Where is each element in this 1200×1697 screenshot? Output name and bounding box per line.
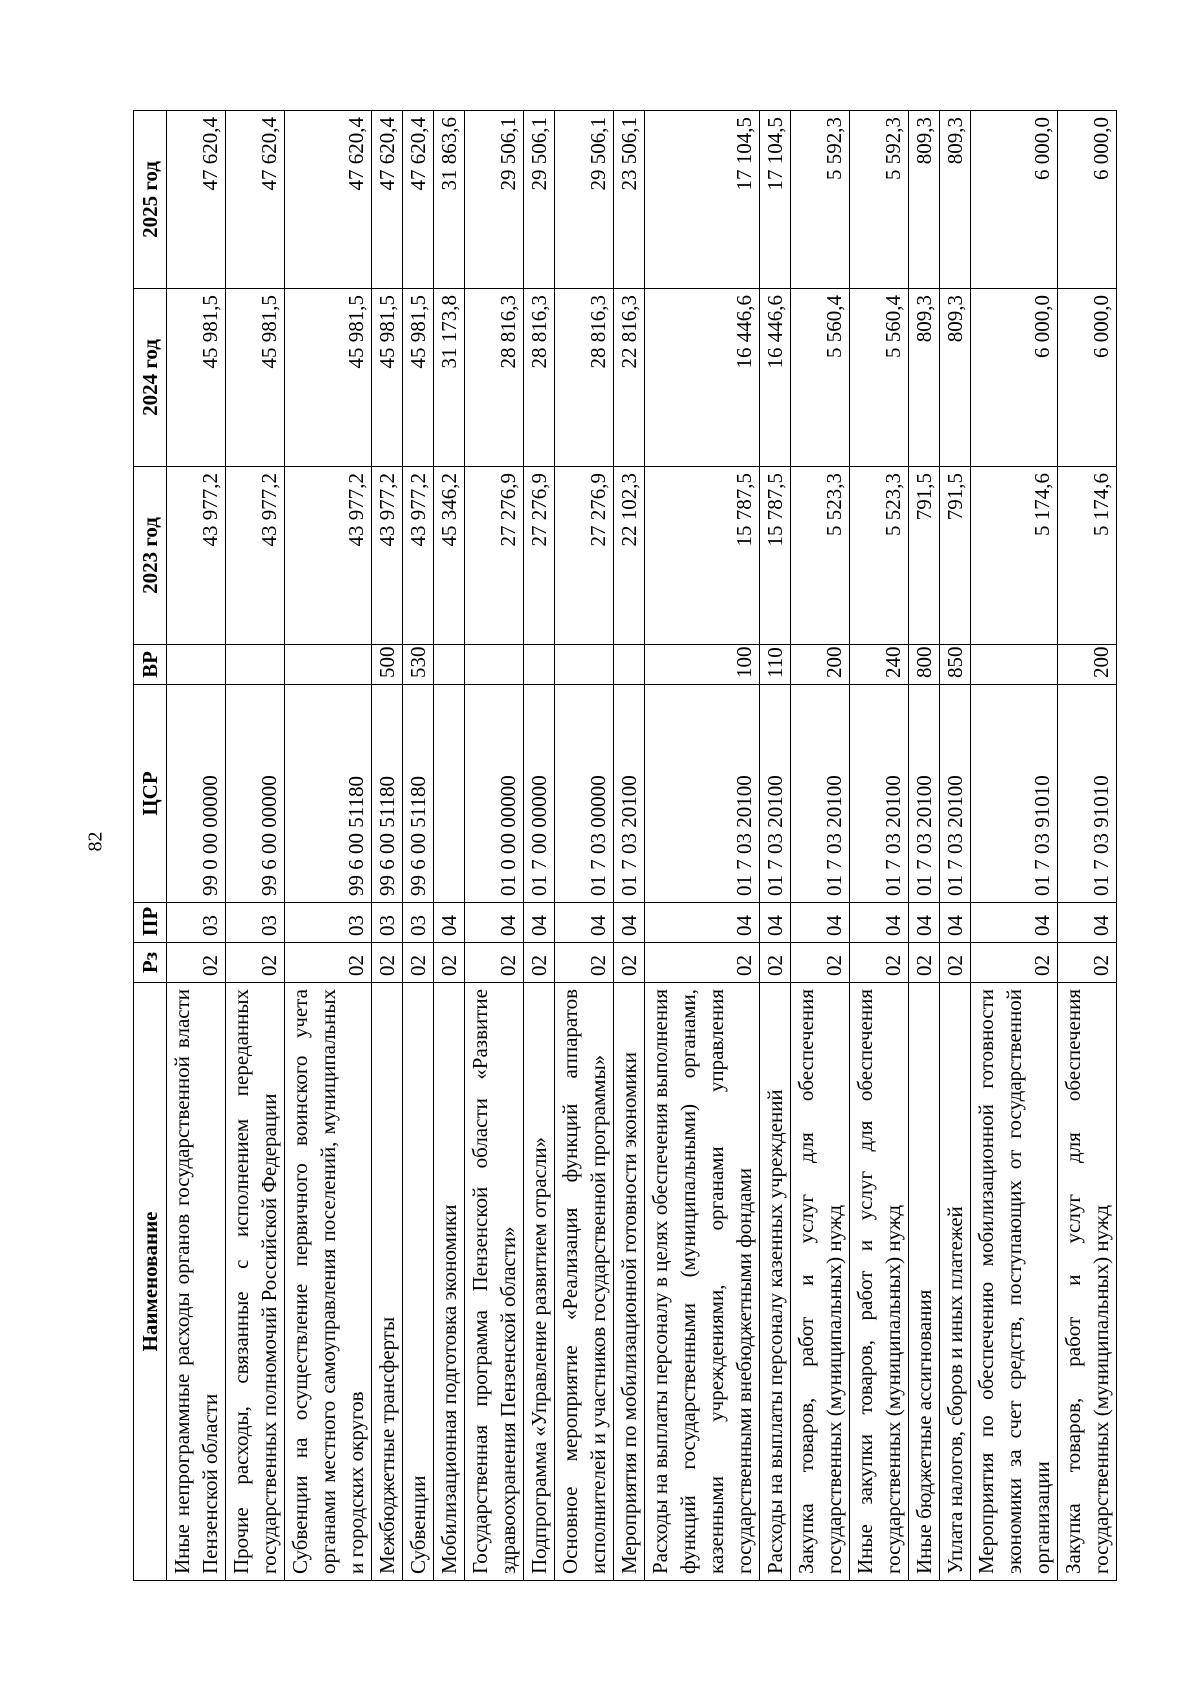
cell-2023: 791,5 bbox=[909, 467, 940, 645]
header-name: Наименование bbox=[134, 983, 167, 1581]
cell-csr: 01 7 03 20100 bbox=[909, 685, 940, 903]
cell-vr: 500 bbox=[372, 645, 403, 685]
cell-2023: 27 276,9 bbox=[465, 467, 524, 645]
cell-name: Иные бюджетные ассигнования bbox=[909, 983, 940, 1581]
cell-name: Расходы на выплаты персоналу казенных учреждений bbox=[760, 983, 791, 1581]
cell-rz: 02 bbox=[555, 943, 614, 983]
cell-vr bbox=[614, 645, 645, 685]
cell-rz: 02 bbox=[971, 943, 1058, 983]
cell-2023: 43 977,2 bbox=[226, 467, 285, 645]
cell-2023: 15 787,5 bbox=[645, 467, 760, 645]
cell-2024: 6 000,0 bbox=[1058, 289, 1117, 467]
cell-2024: 16 446,6 bbox=[645, 289, 760, 467]
cell-2024: 5 560,4 bbox=[791, 289, 850, 467]
cell-rz: 02 bbox=[850, 943, 909, 983]
cell-csr: 01 7 03 91010 bbox=[971, 685, 1058, 903]
cell-rz: 02 bbox=[285, 943, 372, 983]
cell-2024: 809,3 bbox=[909, 289, 940, 467]
cell-rz: 02 bbox=[403, 943, 434, 983]
cell-pr: 04 bbox=[614, 903, 645, 943]
rotated-page-content bbox=[133, 111, 1113, 1581]
table-row bbox=[971, 111, 1058, 1581]
cell-2024: 45 981,5 bbox=[403, 289, 434, 467]
cell-2025: 809,3 bbox=[909, 111, 940, 289]
cell-name: Иные непрограммные расходы органов государственной власти Пензенской области bbox=[167, 983, 226, 1581]
header-2025: 2025 год bbox=[134, 111, 167, 289]
header-2023: 2023 год bbox=[134, 467, 167, 645]
cell-2024: 28 816,3 bbox=[555, 289, 614, 467]
cell-pr: 03 bbox=[167, 903, 226, 943]
cell-rz: 02 bbox=[614, 943, 645, 983]
cell-2025: 29 506,1 bbox=[465, 111, 524, 289]
table-row bbox=[465, 111, 524, 1581]
cell-vr: 110 bbox=[760, 645, 791, 685]
cell-csr: 01 7 03 20100 bbox=[850, 685, 909, 903]
cell-2023: 43 977,2 bbox=[403, 467, 434, 645]
cell-2023: 27 276,9 bbox=[524, 467, 555, 645]
cell-rz: 02 bbox=[791, 943, 850, 983]
cell-2024: 16 446,6 bbox=[760, 289, 791, 467]
cell-csr: 01 7 03 20100 bbox=[760, 685, 791, 903]
cell-vr: 200 bbox=[1058, 645, 1117, 685]
header-vr: ВР bbox=[134, 645, 167, 685]
table-row bbox=[791, 111, 850, 1581]
page-number: 82 bbox=[84, 831, 107, 852]
cell-pr: 04 bbox=[465, 903, 524, 943]
cell-name: Уплата налогов, сборов и иных платежей bbox=[940, 983, 971, 1581]
table-row bbox=[1058, 111, 1117, 1581]
cell-pr: 04 bbox=[555, 903, 614, 943]
cell-vr: 100 bbox=[645, 645, 760, 685]
cell-2025: 23 506,1 bbox=[614, 111, 645, 289]
cell-name: Мероприятия по обеспечению мобилизационной готовности экономики за счет средств, поступающих от государственной организации bbox=[971, 983, 1058, 1581]
header-2024: 2024 год bbox=[134, 289, 167, 467]
cell-2025: 47 620,4 bbox=[226, 111, 285, 289]
cell-2023: 791,5 bbox=[940, 467, 971, 645]
cell-pr: 04 bbox=[760, 903, 791, 943]
cell-2024: 28 816,3 bbox=[524, 289, 555, 467]
cell-name: Субвенции на осуществление первичного воинского учета органами местного самоуправления поселений, муниципальных и городских округов bbox=[285, 983, 372, 1581]
table-row bbox=[167, 111, 226, 1581]
cell-name: Расходы на выплаты персоналу в целях обеспечения выполнения функций государственными (муниципальными) органами, казенными учреждениями, органами управления государственными внебюджетными фондами bbox=[645, 983, 760, 1581]
cell-vr bbox=[285, 645, 372, 685]
cell-csr: 01 7 03 91010 bbox=[1058, 685, 1117, 903]
cell-2023: 5 523,3 bbox=[850, 467, 909, 645]
cell-csr: 01 7 00 00000 bbox=[524, 685, 555, 903]
cell-csr: 01 7 03 20100 bbox=[791, 685, 850, 903]
cell-2024: 28 816,3 bbox=[465, 289, 524, 467]
cell-2023: 22 102,3 bbox=[614, 467, 645, 645]
table-row bbox=[555, 111, 614, 1581]
table-row bbox=[403, 111, 434, 1581]
cell-2023: 43 977,2 bbox=[372, 467, 403, 645]
table-row bbox=[940, 111, 971, 1581]
cell-rz: 02 bbox=[434, 943, 465, 983]
cell-pr: 04 bbox=[971, 903, 1058, 943]
cell-name: Межбюджетные трансферты bbox=[372, 983, 403, 1581]
table-body bbox=[167, 111, 1117, 1581]
cell-2023: 5 174,6 bbox=[971, 467, 1058, 645]
cell-name: Мобилизационная подготовка экономики bbox=[434, 983, 465, 1581]
cell-pr: 03 bbox=[285, 903, 372, 943]
budget-table bbox=[133, 110, 1117, 1581]
cell-vr: 800 bbox=[909, 645, 940, 685]
cell-2025: 809,3 bbox=[940, 111, 971, 289]
cell-2025: 29 506,1 bbox=[524, 111, 555, 289]
cell-2024: 809,3 bbox=[940, 289, 971, 467]
cell-pr: 03 bbox=[226, 903, 285, 943]
cell-2024: 45 981,5 bbox=[226, 289, 285, 467]
cell-rz: 02 bbox=[524, 943, 555, 983]
cell-pr: 04 bbox=[791, 903, 850, 943]
cell-2024: 6 000,0 bbox=[971, 289, 1058, 467]
cell-rz: 02 bbox=[167, 943, 226, 983]
table-header-row bbox=[134, 111, 167, 1581]
table-row bbox=[226, 111, 285, 1581]
cell-name: Закупка товаров, работ и услуг для обеспечения государственных (муниципальных) нужд bbox=[791, 983, 850, 1581]
cell-vr bbox=[226, 645, 285, 685]
cell-vr: 530 bbox=[403, 645, 434, 685]
cell-2024: 45 981,5 bbox=[167, 289, 226, 467]
cell-pr: 04 bbox=[909, 903, 940, 943]
cell-pr: 04 bbox=[524, 903, 555, 943]
table-row bbox=[850, 111, 909, 1581]
cell-name: Государственная программа Пензенской области «Развитие здравоохранения Пензенской области» bbox=[465, 983, 524, 1581]
cell-2025: 5 592,3 bbox=[791, 111, 850, 289]
cell-2023: 45 346,2 bbox=[434, 467, 465, 645]
cell-2023: 43 977,2 bbox=[285, 467, 372, 645]
cell-2025: 17 104,5 bbox=[645, 111, 760, 289]
cell-2023: 5 523,3 bbox=[791, 467, 850, 645]
cell-2024: 22 816,3 bbox=[614, 289, 645, 467]
cell-csr: 99 6 00 51180 bbox=[403, 685, 434, 903]
cell-csr: 01 0 00 00000 bbox=[465, 685, 524, 903]
cell-name: Основное мероприятие «Реализация функций аппаратов исполнителей и участников государственной программы» bbox=[555, 983, 614, 1581]
table-row bbox=[285, 111, 372, 1581]
cell-csr bbox=[434, 685, 465, 903]
cell-pr: 04 bbox=[1058, 903, 1117, 943]
cell-name: Закупка товаров, работ и услуг для обеспечения государственных (муниципальных) нужд bbox=[1058, 983, 1117, 1581]
header-csr: ЦСР bbox=[134, 685, 167, 903]
cell-vr: 240 bbox=[850, 645, 909, 685]
cell-2025: 47 620,4 bbox=[403, 111, 434, 289]
cell-2023: 43 977,2 bbox=[167, 467, 226, 645]
cell-pr: 04 bbox=[434, 903, 465, 943]
cell-csr: 01 7 03 20100 bbox=[940, 685, 971, 903]
table-row bbox=[614, 111, 645, 1581]
cell-name: Субвенции bbox=[403, 983, 434, 1581]
cell-2024: 45 981,5 bbox=[285, 289, 372, 467]
cell-csr: 99 6 00 51180 bbox=[372, 685, 403, 903]
cell-2025: 5 592,3 bbox=[850, 111, 909, 289]
cell-2023: 27 276,9 bbox=[555, 467, 614, 645]
cell-2024: 45 981,5 bbox=[372, 289, 403, 467]
cell-2025: 6 000,0 bbox=[1058, 111, 1117, 289]
cell-pr: 04 bbox=[850, 903, 909, 943]
cell-vr bbox=[524, 645, 555, 685]
cell-pr: 04 bbox=[940, 903, 971, 943]
cell-csr: 01 7 03 20100 bbox=[645, 685, 760, 903]
table-row bbox=[434, 111, 465, 1581]
cell-csr: 01 7 03 20100 bbox=[614, 685, 645, 903]
cell-vr: 850 bbox=[940, 645, 971, 685]
cell-rz: 02 bbox=[465, 943, 524, 983]
cell-rz: 02 bbox=[909, 943, 940, 983]
cell-2025: 29 506,1 bbox=[555, 111, 614, 289]
cell-rz: 02 bbox=[940, 943, 971, 983]
cell-rz: 02 bbox=[645, 943, 760, 983]
table-row bbox=[909, 111, 940, 1581]
cell-rz: 02 bbox=[372, 943, 403, 983]
cell-vr bbox=[434, 645, 465, 685]
cell-2025: 17 104,5 bbox=[760, 111, 791, 289]
cell-vr bbox=[555, 645, 614, 685]
table-row bbox=[645, 111, 760, 1581]
cell-csr: 99 6 00 51180 bbox=[285, 685, 372, 903]
cell-pr: 04 bbox=[645, 903, 760, 943]
cell-2024: 5 560,4 bbox=[850, 289, 909, 467]
cell-2024: 31 173,8 bbox=[434, 289, 465, 467]
cell-name: Подпрограмма «Управление развитием отрасли» bbox=[524, 983, 555, 1581]
cell-vr bbox=[167, 645, 226, 685]
cell-2023: 15 787,5 bbox=[760, 467, 791, 645]
cell-rz: 02 bbox=[1058, 943, 1117, 983]
table-row bbox=[524, 111, 555, 1581]
cell-2023: 5 174,6 bbox=[1058, 467, 1117, 645]
cell-2025: 47 620,4 bbox=[372, 111, 403, 289]
cell-pr: 03 bbox=[372, 903, 403, 943]
cell-name: Прочие расходы, связанные с исполнением переданных государственных полномочий Российской Федерации bbox=[226, 983, 285, 1581]
cell-2025: 47 620,4 bbox=[167, 111, 226, 289]
cell-2025: 31 863,6 bbox=[434, 111, 465, 289]
cell-name: Иные закупки товаров, работ и услуг для обеспечения государственных (муниципальных) нужд bbox=[850, 983, 909, 1581]
cell-name: Мероприятия по мобилизационной готовности экономики bbox=[614, 983, 645, 1581]
cell-csr: 01 7 03 00000 bbox=[555, 685, 614, 903]
cell-2025: 47 620,4 bbox=[285, 111, 372, 289]
cell-rz: 02 bbox=[760, 943, 791, 983]
cell-pr: 03 bbox=[403, 903, 434, 943]
cell-csr: 99 0 00 00000 bbox=[167, 685, 226, 903]
cell-vr bbox=[971, 645, 1058, 685]
cell-csr: 99 6 00 00000 bbox=[226, 685, 285, 903]
header-rz: Рз bbox=[134, 943, 167, 983]
cell-2025: 6 000,0 bbox=[971, 111, 1058, 289]
cell-vr: 200 bbox=[791, 645, 850, 685]
table-row bbox=[760, 111, 791, 1581]
table-row bbox=[372, 111, 403, 1581]
cell-rz: 02 bbox=[226, 943, 285, 983]
cell-vr bbox=[465, 645, 524, 685]
header-pr: ПР bbox=[134, 903, 167, 943]
